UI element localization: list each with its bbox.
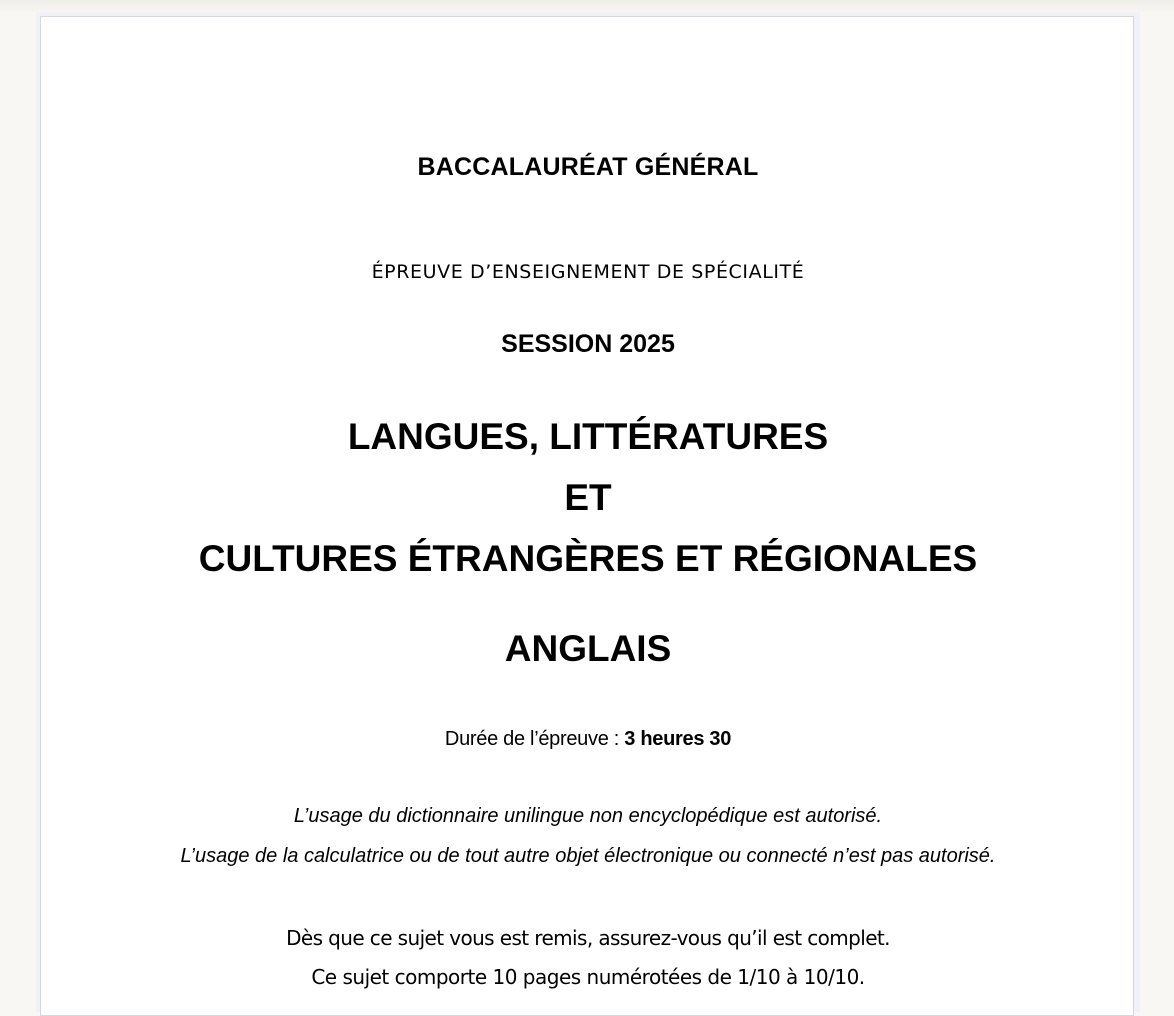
language-title: ANGLAIS <box>504 628 672 669</box>
dictionary-rule: L’usage du dictionnaire unilingue non encyclopédique est autorisé. <box>293 805 883 827</box>
document-page <box>40 16 1134 1016</box>
exam-title: BACCALAURÉAT GÉNÉRAL <box>417 153 759 181</box>
duration-line <box>41 728 1135 751</box>
subject-title-line-2: ET <box>564 477 612 518</box>
completeness-instruction: Dès que ce sujet vous est remis, assurez-vous qu’il est complet. <box>286 926 890 950</box>
session-label: SESSION 2025 <box>501 330 675 358</box>
viewer-top-edge <box>0 0 1174 12</box>
duration-value: 3 heures 30 <box>624 728 732 750</box>
duration-label: Durée de l’épreuve : <box>444 728 625 750</box>
subject-title-line-1: LANGUES, LITTÉRATURES <box>347 416 829 457</box>
calculator-rule: L’usage de la calculatrice ou de tout autre objet électronique ou connecté n’est pas autorisé. <box>180 845 996 867</box>
subject-title-line-3: CULTURES ÉTRANGÈRES ET RÉGIONALES <box>198 538 978 579</box>
page-count-instruction: Ce sujet comporte 10 pages numérotées de 1/10 à 10/10. <box>311 965 865 989</box>
exam-type: ÉPREUVE D’ENSEIGNEMENT DE SPÉCIALITÉ <box>371 261 805 283</box>
